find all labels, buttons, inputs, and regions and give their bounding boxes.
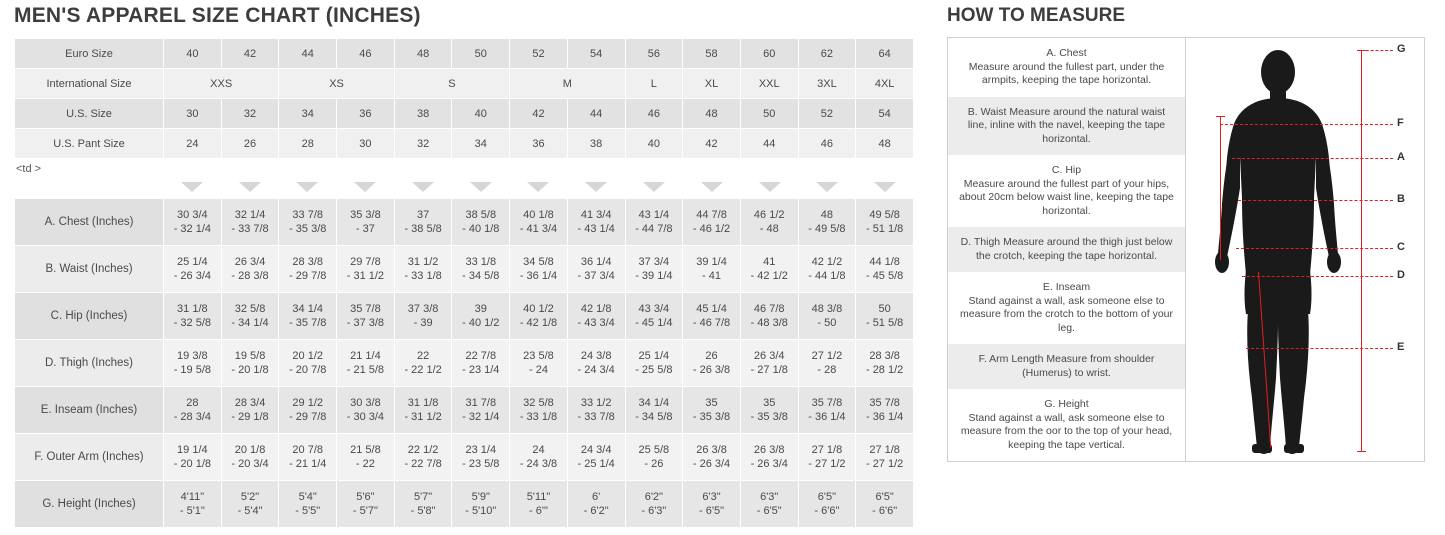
measurement-cell: 50 - 51 5/8 [856, 293, 914, 340]
triangle-down-icon [759, 182, 781, 192]
size-row-label: U.S. Size [15, 99, 164, 129]
size-header-row [15, 99, 914, 129]
measurement-cell: 6'3" - 6'5" [740, 481, 798, 528]
measurement-cell: 40 1/8 - 41 3/4 [510, 199, 568, 246]
column-arrow-cell [163, 178, 221, 198]
measurement-cell: 24 3/8 - 24 3/4 [567, 340, 625, 387]
size-cell: 44 [567, 99, 625, 129]
measurement-cell: 35 - 35 3/8 [740, 387, 798, 434]
measurement-cell: 20 1/8 - 20 3/4 [221, 434, 279, 481]
size-cell: 44 [740, 129, 798, 159]
column-arrow-cell [567, 178, 625, 198]
height-cap-bottom [1357, 451, 1366, 452]
size-cell: 50 [452, 39, 510, 69]
triangle-down-icon [816, 182, 838, 192]
measurement-cell: 28 - 28 3/4 [164, 387, 222, 434]
size-cell: 3XL [798, 69, 856, 99]
measurement-cell: 35 7/8 - 36 1/4 [856, 387, 914, 434]
size-row-label: International Size [15, 69, 164, 99]
measurement-cell: 26 3/4 - 27 1/8 [740, 340, 798, 387]
height-measure-bar [1361, 50, 1362, 452]
measurement-cell: 25 1/4 - 25 5/8 [625, 340, 683, 387]
measurement-cell: 44 7/8 - 46 1/2 [683, 199, 741, 246]
measurement-cell: 40 1/2 - 42 1/8 [510, 293, 568, 340]
measurement-cell: 48 3/8 - 50 [798, 293, 856, 340]
measurement-cell: 6' - 6'2" [567, 481, 625, 528]
measurement-cell: 35 7/8 - 37 3/8 [337, 293, 395, 340]
column-arrow-cell [221, 178, 279, 198]
measurement-row-label: E. Inseam (Inches) [15, 387, 164, 434]
measure-line-a [1232, 158, 1393, 159]
size-cell: 48 [394, 39, 452, 69]
figure-letter-f: F [1397, 117, 1404, 129]
table-row [15, 199, 914, 246]
body-figure-diagram [1186, 38, 1424, 461]
size-cell: 28 [279, 129, 337, 159]
measurement-cell: 5'9" - 5'10" [452, 481, 510, 528]
measurement-cell: 34 1/4 - 34 5/8 [625, 387, 683, 434]
measurement-cell: 37 3/8 - 39 [394, 293, 452, 340]
size-cell: 44 [279, 39, 337, 69]
measurement-cell: 6'3" - 6'5" [683, 481, 741, 528]
column-arrow-cell [279, 178, 337, 198]
measurement-cell: 27 1/8 - 27 1/2 [798, 434, 856, 481]
size-chart-panel [14, 0, 916, 528]
page-title: MEN'S APPAREL SIZE CHART (INCHES) [14, 4, 421, 27]
stray-markup-text: <td > [16, 163, 42, 175]
measure-line-e [1246, 348, 1393, 349]
size-cell: 24 [164, 129, 222, 159]
measurement-cell: 27 1/2 - 28 [798, 340, 856, 387]
measurement-cell: 5'2" - 5'4" [221, 481, 279, 528]
size-header-table [14, 38, 914, 159]
measurement-table [14, 198, 914, 528]
measurement-row-label: C. Hip (Inches) [15, 293, 164, 340]
size-cell: 46 [337, 39, 395, 69]
measurement-cell: 35 3/8 - 37 [337, 199, 395, 246]
arrow-row-spacer [14, 178, 163, 198]
instruction-item: G. Height Stand against a wall, ask someone else to measure from the oor to the top of your head, keeping the tape vertical. [960, 398, 1173, 451]
column-arrow-cell [510, 178, 568, 198]
size-cell: 26 [221, 129, 279, 159]
measurement-cell: 26 - 26 3/8 [683, 340, 741, 387]
measurement-row-label: A. Chest (Inches) [15, 199, 164, 246]
instruction-item: D. Thigh Measure around the thigh just below the crotch, keeping the tape horizontal. [948, 227, 1185, 272]
triangle-down-icon [874, 182, 896, 192]
measurement-cell: 21 5/8 - 22 [337, 434, 395, 481]
measurement-cell: 21 1/4 - 21 5/8 [337, 340, 395, 387]
measurement-cell: 19 3/8 - 19 5/8 [164, 340, 222, 387]
size-row-label: Euro Size [15, 39, 164, 69]
measurement-cell: 45 1/4 - 46 7/8 [683, 293, 741, 340]
size-cell: 56 [625, 39, 683, 69]
measurement-cell: 42 1/8 - 43 3/4 [567, 293, 625, 340]
triangle-down-icon [412, 182, 434, 192]
measurement-cell: 31 1/2 - 33 1/8 [394, 246, 452, 293]
measurement-cell: 22 1/2 - 22 7/8 [394, 434, 452, 481]
measurement-cell: 44 1/8 - 45 5/8 [856, 246, 914, 293]
column-arrow-cell [394, 178, 452, 198]
figure-letter-g: G [1397, 43, 1406, 55]
human-silhouette-icon [1186, 38, 1424, 461]
size-cell: 34 [452, 129, 510, 159]
figure-letter-c: C [1397, 241, 1405, 253]
measurement-cell: 26 3/8 - 26 3/4 [740, 434, 798, 481]
measurement-cell: 39 1/4 - 41 [683, 246, 741, 293]
triangle-down-icon [643, 182, 665, 192]
measurement-cell: 32 5/8 - 33 1/8 [510, 387, 568, 434]
measurement-cell: 35 - 35 3/8 [683, 387, 741, 434]
size-cell: 54 [567, 39, 625, 69]
measurement-cell: 31 1/8 - 31 1/2 [394, 387, 452, 434]
size-cell: 58 [683, 39, 741, 69]
measurement-cell: 33 7/8 - 35 3/8 [279, 199, 337, 246]
instruction-item: F. Arm Length Measure from shoulder (Humerus) to wrist. [948, 344, 1185, 389]
column-arrow-cell [625, 178, 683, 198]
measurement-cell: 22 - 22 1/2 [394, 340, 452, 387]
measurement-cell: 49 5/8 - 51 1/8 [856, 199, 914, 246]
size-cell: XL [683, 69, 741, 99]
how-to-measure-box [947, 37, 1425, 462]
size-cell: 52 [798, 99, 856, 129]
instruction-list [948, 38, 1186, 461]
instruction-item: A. Chest Measure around the fullest part, under the armpits, keeping the tape horizontal. [968, 47, 1165, 86]
measurement-cell: 30 3/4 - 32 1/4 [164, 199, 222, 246]
measurement-cell: 37 - 38 5/8 [394, 199, 452, 246]
size-cell: 48 [856, 129, 914, 159]
figure-letter-a: A [1397, 151, 1405, 163]
size-header-row [15, 69, 914, 99]
measurement-cell: 37 3/4 - 39 1/4 [625, 246, 683, 293]
measurement-cell: 5'6" - 5'7" [337, 481, 395, 528]
measurement-cell: 22 7/8 - 23 1/4 [452, 340, 510, 387]
triangle-down-icon [354, 182, 376, 192]
size-row-label: U.S. Pant Size [15, 129, 164, 159]
instruction-item: E. Inseam Stand against a wall, ask someone else to measure from the crotch to the bottom of your leg. [959, 281, 1173, 334]
triangle-down-icon [470, 182, 492, 192]
measurement-cell: 33 1/8 - 34 5/8 [452, 246, 510, 293]
measurement-cell: 30 3/8 - 30 3/4 [337, 387, 395, 434]
size-cell: 30 [337, 129, 395, 159]
arm-cap-top [1216, 116, 1225, 117]
measurement-cell: 38 5/8 - 40 1/8 [452, 199, 510, 246]
triangle-down-icon [527, 182, 549, 192]
measurement-cell: 6'5" - 6'6" [798, 481, 856, 528]
table-row [15, 481, 914, 528]
column-arrow-cell [452, 178, 510, 198]
arrow-indicator-row [14, 178, 914, 198]
figure-letter-b: B [1397, 193, 1405, 205]
size-cell: 40 [164, 39, 222, 69]
triangle-down-icon [701, 182, 723, 192]
size-cell: 36 [337, 99, 395, 129]
size-cell: 48 [683, 99, 741, 129]
size-cell: 40 [625, 129, 683, 159]
measurement-cell: 23 5/8 - 24 [510, 340, 568, 387]
measurement-cell: 26 3/8 - 26 3/4 [683, 434, 741, 481]
measure-line-c [1236, 248, 1393, 249]
column-arrow-cell [683, 178, 741, 198]
measurement-cell: 36 1/4 - 37 3/4 [567, 246, 625, 293]
size-cell: 42 [510, 99, 568, 129]
measurement-cell: 46 1/2 - 48 [740, 199, 798, 246]
measurement-row-label: D. Thigh (Inches) [15, 340, 164, 387]
table-row [15, 246, 914, 293]
measurement-cell: 5'7" - 5'8" [394, 481, 452, 528]
size-cell: 32 [394, 129, 452, 159]
size-cell: 34 [279, 99, 337, 129]
size-cell: 40 [452, 99, 510, 129]
measurement-row-label: F. Outer Arm (Inches) [15, 434, 164, 481]
measurement-cell: 33 1/2 - 33 7/8 [567, 387, 625, 434]
size-cell: 42 [221, 39, 279, 69]
size-cell: 38 [394, 99, 452, 129]
measurement-cell: 25 5/8 - 26 [625, 434, 683, 481]
measurement-cell: 19 1/4 - 20 1/8 [164, 434, 222, 481]
measurement-cell: 43 1/4 - 44 7/8 [625, 199, 683, 246]
measurement-cell: 20 7/8 - 21 1/4 [279, 434, 337, 481]
measurement-cell: 42 1/2 - 44 1/8 [798, 246, 856, 293]
measurement-cell: 48 - 49 5/8 [798, 199, 856, 246]
how-to-measure-panel [947, 0, 1427, 462]
measurement-cell: 43 3/4 - 45 1/4 [625, 293, 683, 340]
size-cell: XXL [740, 69, 798, 99]
measurement-cell: 29 7/8 - 31 1/2 [337, 246, 395, 293]
size-cell: 64 [856, 39, 914, 69]
measure-line-d [1242, 276, 1393, 277]
measurement-cell: 19 5/8 - 20 1/8 [221, 340, 279, 387]
measurement-row-label: B. Waist (Inches) [15, 246, 164, 293]
size-cell: 42 [683, 129, 741, 159]
table-row [15, 340, 914, 387]
measure-line-f [1220, 124, 1393, 125]
measurement-cell: 28 3/8 - 28 1/2 [856, 340, 914, 387]
size-cell: XXS [164, 69, 279, 99]
triangle-down-icon [181, 182, 203, 192]
measure-line-g [1361, 50, 1393, 51]
size-cell: S [394, 69, 509, 99]
size-cell: 38 [567, 129, 625, 159]
measurement-cell: 24 3/4 - 25 1/4 [567, 434, 625, 481]
size-header-row [15, 39, 914, 69]
measure-line-b [1238, 200, 1393, 201]
column-arrow-cell [336, 178, 394, 198]
size-cell: 36 [510, 129, 568, 159]
table-row [15, 293, 914, 340]
measurement-cell: 35 7/8 - 36 1/4 [798, 387, 856, 434]
measurement-cell: 41 3/4 - 43 1/4 [567, 199, 625, 246]
instruction-item: C. Hip Measure around the fullest part of your hips, about 20cm below waist line, keeping the tape horizontal. [959, 164, 1174, 217]
arm-measure-bar [1220, 116, 1221, 260]
measurement-cell: 41 - 42 1/2 [740, 246, 798, 293]
triangle-down-icon [296, 182, 318, 192]
size-cell: 30 [164, 99, 222, 129]
measurement-row-label: G. Height (Inches) [15, 481, 164, 528]
measurement-cell: 28 3/4 - 29 1/8 [221, 387, 279, 434]
measurement-cell: 29 1/2 - 29 7/8 [279, 387, 337, 434]
size-cell: 32 [221, 99, 279, 129]
measurement-cell: 39 - 40 1/2 [452, 293, 510, 340]
size-cell: 54 [856, 99, 914, 129]
size-cell: 4XL [856, 69, 914, 99]
measurement-cell: 6'5" - 6'6" [856, 481, 914, 528]
measurement-cell: 23 1/4 - 23 5/8 [452, 434, 510, 481]
size-cell: 50 [740, 99, 798, 129]
measurement-cell: 5'11" - 6'" [510, 481, 568, 528]
measurement-cell: 34 1/4 - 35 7/8 [279, 293, 337, 340]
measurement-cell: 24 - 24 3/8 [510, 434, 568, 481]
measurement-cell: 6'2" - 6'3" [625, 481, 683, 528]
measurement-cell: 4'11" - 5'1" [164, 481, 222, 528]
measurement-cell: 34 5/8 - 36 1/4 [510, 246, 568, 293]
measurement-cell: 5'4" - 5'5" [279, 481, 337, 528]
figure-letter-d: D [1397, 269, 1405, 281]
size-cell: 62 [798, 39, 856, 69]
column-arrow-cell [741, 178, 799, 198]
size-cell: 46 [625, 99, 683, 129]
size-cell: 46 [798, 129, 856, 159]
size-cell: 52 [510, 39, 568, 69]
size-header-row [15, 129, 914, 159]
column-arrow-cell [856, 178, 914, 198]
measurement-cell: 20 1/2 - 20 7/8 [279, 340, 337, 387]
size-cell: M [510, 69, 625, 99]
size-cell: 60 [740, 39, 798, 69]
table-row [15, 434, 914, 481]
triangle-down-icon [585, 182, 607, 192]
triangle-down-icon [239, 182, 261, 192]
table-row [15, 387, 914, 434]
size-cell: L [625, 69, 683, 99]
measurement-cell: 26 3/4 - 28 3/8 [221, 246, 279, 293]
measurement-cell: 31 1/8 - 32 5/8 [164, 293, 222, 340]
measurement-cell: 31 7/8 - 32 1/4 [452, 387, 510, 434]
size-cell: XS [279, 69, 394, 99]
measurement-cell: 25 1/4 - 26 3/4 [164, 246, 222, 293]
measurement-cell: 27 1/8 - 27 1/2 [856, 434, 914, 481]
column-arrow-cell [798, 178, 856, 198]
measurement-cell: 46 7/8 - 48 3/8 [740, 293, 798, 340]
instruction-item: B. Waist Measure around the natural waist line, inline with the navel, keeping the tape horizontal. [948, 97, 1185, 156]
measurement-cell: 32 1/4 - 33 7/8 [221, 199, 279, 246]
measurement-cell: 28 3/8 - 29 7/8 [279, 246, 337, 293]
how-to-measure-title: HOW TO MEASURE [947, 5, 1126, 26]
measurement-cell: 32 5/8 - 34 1/4 [221, 293, 279, 340]
figure-letter-e: E [1397, 341, 1405, 353]
